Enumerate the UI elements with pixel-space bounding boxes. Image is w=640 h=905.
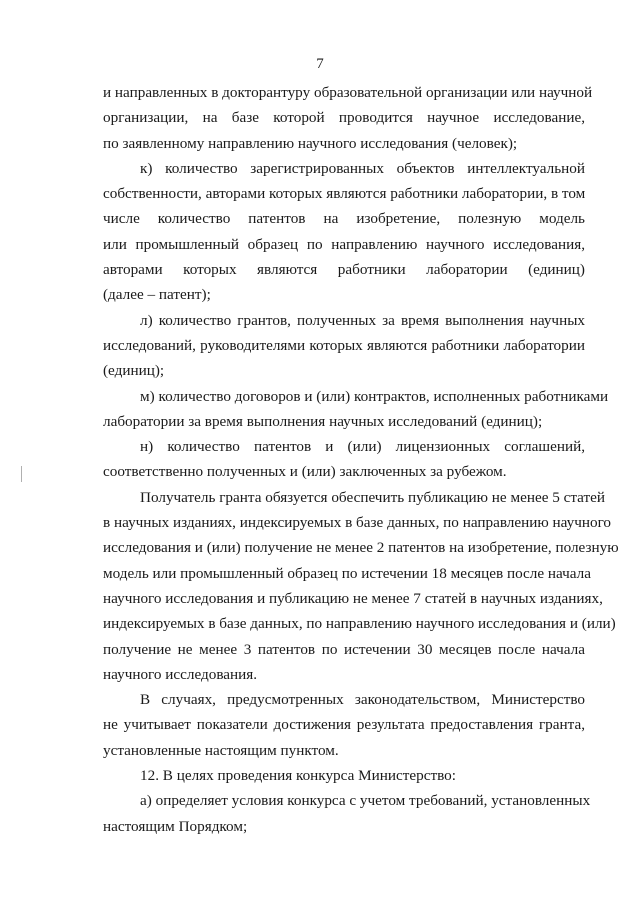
text-line: научного исследования и публикацию не менее 7 статей в научных изданиях, xyxy=(103,589,603,607)
text-line: 12. В целях проведения конкурса Министерство: xyxy=(140,767,456,785)
text-line: (далее – патент); xyxy=(103,286,211,304)
text-line: в научных изданиях, индексируемых в базе данных, по направлению научного xyxy=(103,514,612,532)
text-line: не учитывает показатели достижения результата предоставления гранта, xyxy=(103,716,585,734)
document-body xyxy=(103,80,619,839)
text-line: Получатель гранта обязуется обеспечить публикацию не менее 5 статей xyxy=(140,488,606,506)
text-line: организации, на базе которой проводится научное исследование, xyxy=(103,109,585,127)
text-line: собственности, авторами которых являются работники лаборатории, в том xyxy=(103,185,586,203)
text-line: (единиц); xyxy=(103,362,165,380)
text-line: или промышленный образец по направлению научного исследования, xyxy=(103,235,585,253)
text-line: л) количество грантов, полученных за время выполнения научных xyxy=(140,311,585,329)
text-line: по заявленному направлению научного исследования (человек); xyxy=(103,134,518,152)
text-line: к) количество зарегистрированных объектов интеллектуальной xyxy=(140,159,585,177)
text-line: исследований, руководителями которых являются работники лаборатории xyxy=(103,336,585,354)
text-line: научного исследования. xyxy=(103,665,258,683)
margin-mark xyxy=(21,466,22,482)
text-line: и направленных в докторантуру образовательной организации или научной xyxy=(103,84,593,101)
page-number: 7 xyxy=(316,56,324,72)
text-line: а) определяет условия конкурса с учетом требований, установленных xyxy=(140,792,591,810)
text-line: В случаях, предусмотренных законодательством, Министерство xyxy=(140,691,585,709)
text-line: соответственно полученных и (или) заключенных за рубежом. xyxy=(103,463,507,481)
text-line: исследования и (или) получение не менее 2 патентов на изобретение, полезную xyxy=(103,539,619,557)
text-line: получение не менее 3 патентов по истечении 30 месяцев после начала xyxy=(103,640,585,658)
text-line: установленные настоящим пунктом. xyxy=(103,741,339,759)
text-line: индексируемых в базе данных, по направлению научного исследования и (или) xyxy=(103,615,616,633)
text-line: м) количество договоров и (или) контрактов, исполненных работниками xyxy=(140,387,609,405)
text-line: модель или промышленный образец по истечении 18 месяцев после начала xyxy=(103,564,592,582)
text-line: настоящим Порядком; xyxy=(103,817,248,835)
text-line: числе количество патентов на изобретение, полезную модель xyxy=(103,210,585,228)
text-line: авторами которых являются работники лаборатории (единиц) xyxy=(103,261,585,279)
text-line: лаборатории за время выполнения научных исследований (единиц); xyxy=(103,412,543,430)
text-line: н) количество патентов и (или) лицензионных соглашений, xyxy=(140,438,585,456)
